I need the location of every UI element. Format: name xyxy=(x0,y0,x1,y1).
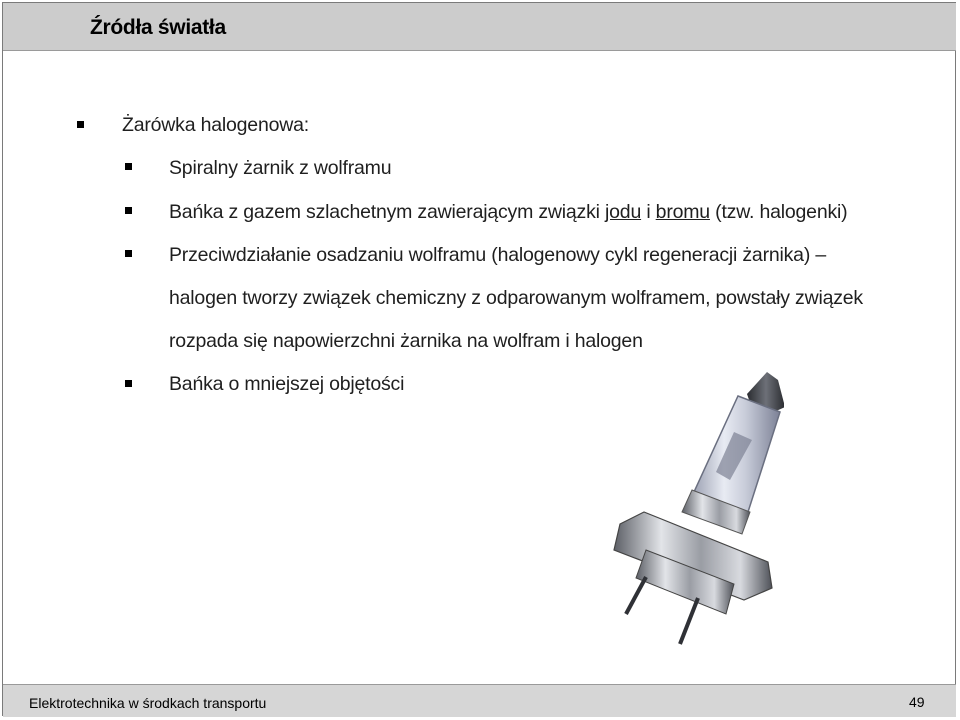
bulb-pin-right xyxy=(680,598,698,644)
link-bromine[interactable]: bromu xyxy=(655,201,710,223)
heading-halogen-bulb: Żarówka halogenowa: xyxy=(122,114,309,136)
item-regeneration: Przeciwdziałanie osadzaniu wolframu (halogenowy cykl regeneracji żarnika) – xyxy=(169,244,826,266)
item-regeneration-cont-2: rozpada się napowierzchni żarnika na wolfram i halogen xyxy=(169,330,643,352)
item-gas-suffix: (tzw. halogenki) xyxy=(715,201,848,223)
item-regeneration-cont-1: halogen tworzy związek chemiczny z odparowanym wolframem, powstały związek xyxy=(169,287,863,309)
bullet-icon xyxy=(125,380,132,387)
bulb-pin-left xyxy=(626,577,646,614)
item-filament: Spiralny żarnik z wolframu xyxy=(169,157,392,179)
halogen-bulb-image xyxy=(584,362,784,652)
item-gas-prefix: Bańka z gazem szlachetnym zawierającym związki xyxy=(169,201,600,223)
footer-course-title: Elektrotechnika w środkach transportu xyxy=(29,695,267,711)
bullet-icon xyxy=(125,207,132,214)
page-number: 49 xyxy=(909,694,925,710)
item-gas xyxy=(169,201,847,224)
item-gas-middle: i xyxy=(646,201,651,223)
bullet-icon xyxy=(77,121,84,128)
slide-title: Źródła światła xyxy=(90,16,226,39)
bullet-icon xyxy=(125,250,132,257)
link-iodine[interactable]: jodu xyxy=(605,201,642,223)
item-smaller-bulb: Bańka o mniejszej objętości xyxy=(169,373,405,395)
bullet-icon xyxy=(125,163,132,170)
